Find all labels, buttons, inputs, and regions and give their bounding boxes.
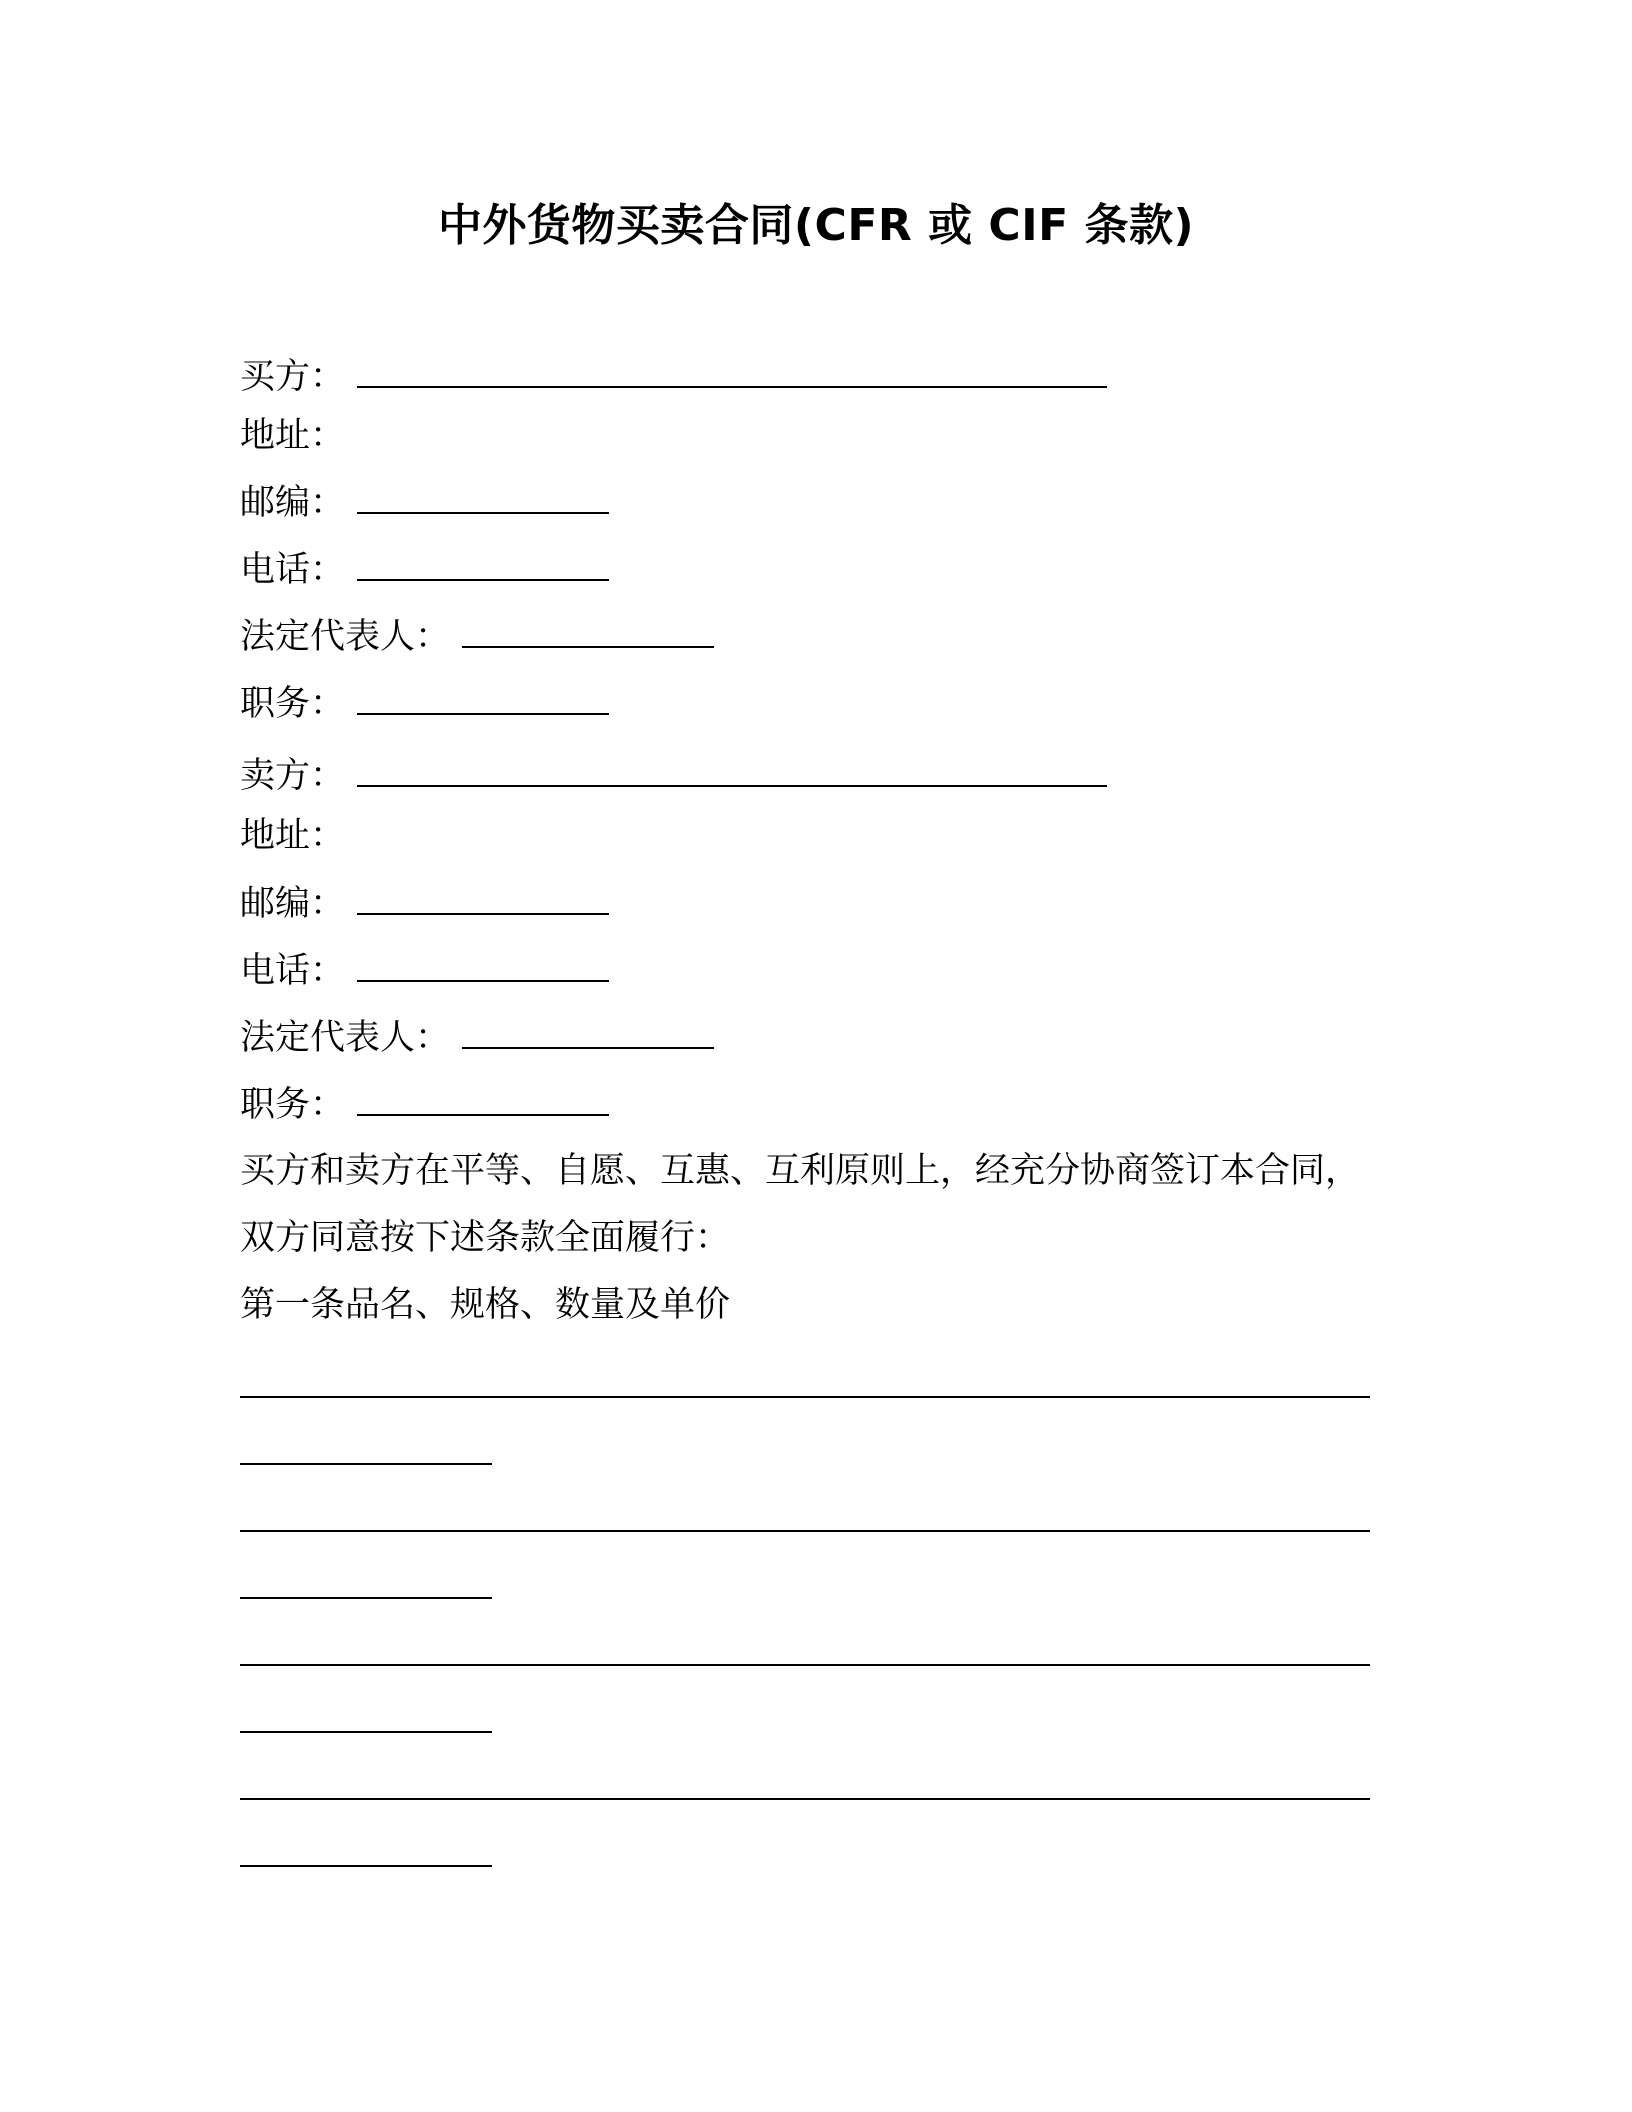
buyer-position-blank[interactable] [357,679,609,715]
buyer-postcode-line [240,478,609,527]
buyer-legal-rep-line [240,612,714,661]
seller-legal-rep-line [240,1013,714,1062]
seller-postcode-label: 邮编： [240,884,346,924]
buyer-address-label: 地址： [240,416,346,456]
seller-postcode-line [240,879,609,928]
buyer-legal-rep-label: 法定代表人： [240,617,451,657]
article-1-heading: 第一条品名、规格、数量及单价 [240,1285,731,1325]
article-1-blank-line-4-tail[interactable] [240,1865,492,1867]
seller-position-label: 职务： [240,1085,346,1125]
seller-legal-rep-label: 法定代表人： [240,1018,451,1058]
buyer-address-line [240,412,357,460]
seller-party-blank[interactable] [357,751,1107,787]
buyer-party-label: 买方： [240,357,346,397]
buyer-phone-label: 电话： [240,550,346,590]
seller-position-line [240,1080,609,1129]
buyer-phone-line [240,545,609,594]
intro-line-1: 买方和卖方在平等、自愿、互惠、互利原则上，经充分协商签订本合同， [240,1151,1361,1191]
buyer-position-line [240,679,609,728]
buyer-party-line [240,352,1107,401]
seller-postcode-blank[interactable] [357,879,609,915]
intro-line-2: 双方同意按下述条款全面履行： [240,1218,731,1258]
seller-address-line [240,812,357,860]
buyer-position-label: 职务： [240,684,346,724]
article-1-blank-line-2-tail[interactable] [240,1597,492,1599]
article-1-blank-line-1-tail[interactable] [240,1463,492,1465]
seller-phone-blank[interactable] [357,946,609,982]
document-title: 中外货物买卖合同(CFR 或 CIF 条款) [437,200,1195,251]
buyer-phone-blank[interactable] [357,545,609,581]
article-1-blank-line-2[interactable] [240,1530,1370,1532]
article-1-blank-line-1[interactable] [240,1396,1370,1398]
seller-position-blank[interactable] [357,1080,609,1116]
article-1-blank-line-4[interactable] [240,1798,1370,1800]
seller-party-line [240,751,1107,800]
seller-phone-label: 电话： [240,951,346,991]
buyer-postcode-blank[interactable] [357,478,609,514]
seller-legal-rep-blank[interactable] [462,1013,714,1049]
article-1-blank-line-3[interactable] [240,1664,1370,1666]
article-1-blank-line-3-tail[interactable] [240,1731,492,1733]
buyer-postcode-label: 邮编： [240,483,346,523]
seller-phone-line [240,946,609,995]
seller-address-label: 地址： [240,816,346,856]
buyer-legal-rep-blank[interactable] [462,612,714,648]
seller-party-label: 卖方： [240,756,346,796]
buyer-party-blank[interactable] [357,352,1107,388]
